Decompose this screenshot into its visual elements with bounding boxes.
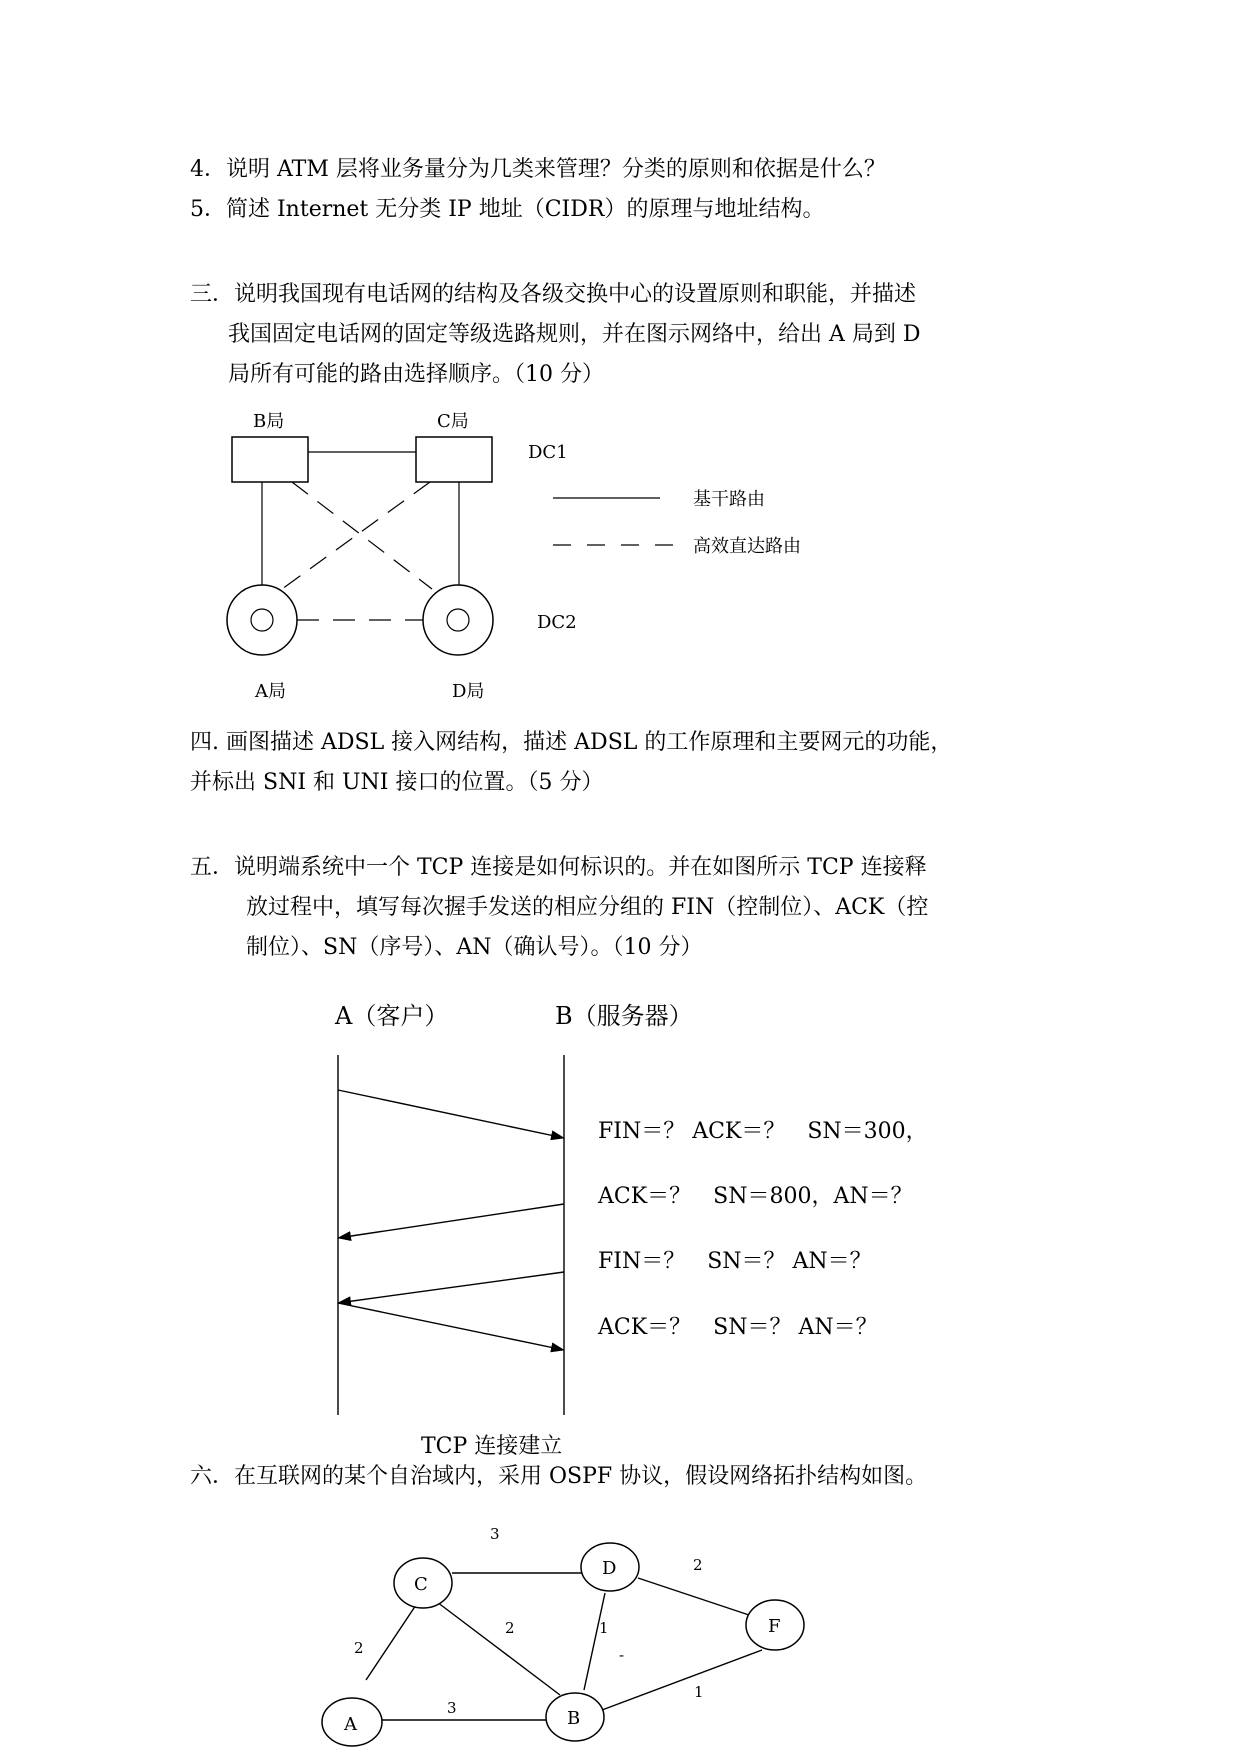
segment-2-fields: ACK＝？ SN＝800，AN＝？ (598, 1184, 913, 1209)
label-a-office: A局 (255, 681, 286, 702)
weight-b-f: 1 (694, 1683, 704, 1701)
section-6-line-1: 六．在互联网的某个自治域内，采用 OSPF 协议，假设网络拓扑结构如图。 (190, 1464, 928, 1489)
office-c-box (416, 437, 492, 482)
node-f-label: F (768, 1616, 781, 1637)
weight-c-b: 2 (505, 1619, 515, 1637)
direct-route-c-a (282, 482, 430, 589)
stray-mark: - (619, 1646, 625, 1664)
arrow-ack-a-to-b (338, 1303, 564, 1350)
section-4-line-1: 四. 画图描述 ADSL 接入网结构，描述 ADSL 的工作原理和主要网元的功能， (190, 730, 953, 755)
weight-a-b: 3 (447, 1699, 457, 1717)
edge-d-b (584, 1593, 605, 1690)
label-d-office: D局 (452, 681, 485, 702)
weight-d-b: 1 (599, 1619, 609, 1637)
node-d-label: D (602, 1558, 617, 1579)
legend-solid-label: 基干路由 (693, 489, 765, 510)
node-a-label: A (344, 1714, 357, 1735)
edge-a-c (366, 1605, 416, 1680)
question-5: 5．简述 Internet 无分类 IP 地址（CIDR）的原理与地址结构。 (190, 197, 825, 222)
weight-a-c: 2 (354, 1639, 364, 1657)
edge-d-f (638, 1578, 752, 1616)
segment-3-fields: FIN＝？ SN＝？ AN＝？ (598, 1249, 872, 1274)
section-3-line-2: 我国固定电话网的固定等级选路规则，并在图示网络中，给出 A 局到 D (228, 322, 921, 347)
office-a-outer-circle (227, 585, 297, 655)
label-c-office: C局 (437, 411, 469, 432)
section-5-line-1: 五．说明端系统中一个 TCP 连接是如何标识的。并在如图所示 TCP 连接释 (190, 855, 927, 880)
legend-dashed-label: 高效直达路由 (693, 536, 801, 557)
segment-4-fields: ACK＝？ SN＝？ AN＝？ (598, 1315, 878, 1340)
node-c-label: C (414, 1574, 428, 1595)
edge-b-f (602, 1650, 762, 1710)
arrow-ack-b-to-a (338, 1204, 564, 1238)
node-b-label: B (567, 1708, 581, 1729)
arrow-fin-b-to-a (338, 1272, 564, 1303)
office-d-outer-circle (423, 585, 493, 655)
weight-c-d: 3 (490, 1525, 500, 1543)
office-b-box (232, 437, 308, 482)
weight-d-f: 2 (693, 1556, 703, 1574)
segment-1-fields: FIN＝？ ACK＝？ SN＝300， (598, 1119, 928, 1144)
tcp-release-diagram (334, 1002, 928, 1459)
label-dc2: DC2 (537, 612, 577, 633)
client-label: A（客户） (335, 1002, 449, 1030)
server-label: B（服务器） (555, 1002, 693, 1030)
tcp-diagram-caption: TCP 连接建立 (421, 1434, 563, 1459)
section-3-line-3: 局所有可能的路由选择顺序。（10 分） (228, 362, 604, 387)
question-4: 4．说明 ATM 层将业务量分为几类来管理？分类的原则和依据是什么？ (190, 157, 886, 182)
arrow-fin-a-to-b (338, 1090, 564, 1138)
edge-c-b (437, 1602, 560, 1695)
label-dc1: DC1 (528, 442, 568, 463)
ospf-topology-diagram (322, 1525, 804, 1746)
section-5-line-2: 放过程中，填写每次握手发送的相应分组的 FIN（控制位）、ACK（控 (246, 895, 929, 920)
section-3-line-1: 三．说明我国现有电话网的结构及各级交换中心的设置原则和职能，并描述 (190, 282, 917, 307)
phone-network-diagram (227, 411, 801, 702)
direct-route-b-d (292, 482, 432, 589)
section-4-line-2: 并标出 SNI 和 UNI 接口的位置。（5 分） (190, 770, 604, 795)
section-5-line-3: 制位）、SN（序号）、AN（确认号）。（10 分） (246, 935, 703, 960)
label-b-office: B局 (253, 411, 285, 432)
